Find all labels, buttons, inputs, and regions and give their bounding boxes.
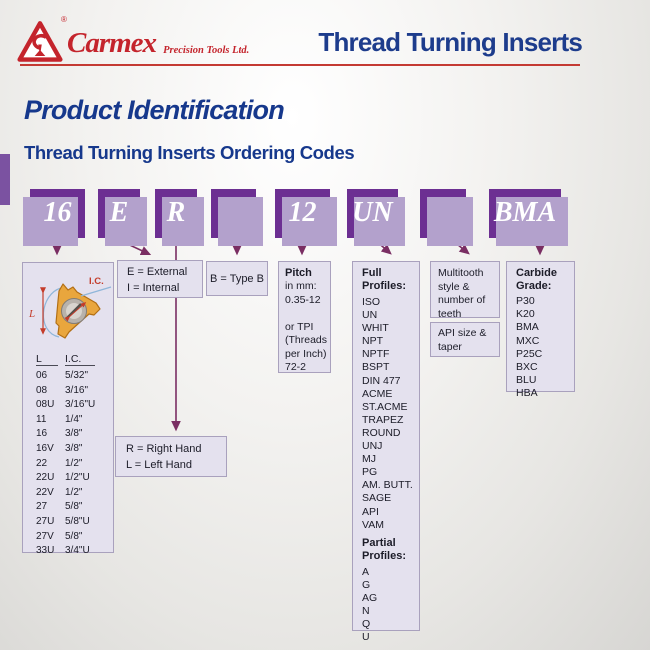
grade-item: HBA: [516, 387, 538, 400]
pitch-line: per Inch): [285, 347, 327, 360]
size-col-header: L: [36, 353, 58, 366]
l-label: L: [29, 308, 36, 320]
external-internal-panel: [117, 260, 203, 298]
full-profiles-list: [362, 296, 419, 532]
profile-item: VAM: [362, 518, 384, 531]
ic-value-cell: 1/4": [65, 413, 83, 425]
brand-name: Carmex: [67, 27, 157, 59]
size-code-cell: 16V: [36, 442, 54, 454]
pitch-line: (Threads: [285, 334, 328, 346]
ic-value-cell: 3/16": [65, 384, 89, 396]
profiles-panel: [352, 261, 420, 644]
code-box-external: [98, 189, 140, 238]
table-row: [23, 471, 113, 486]
profile-item: MJ: [362, 453, 376, 466]
table-row: [23, 369, 113, 384]
ic-value-cell: 1/2"U: [65, 472, 90, 484]
table-row: [23, 427, 113, 442]
ic-value-cell: 5/32": [65, 370, 89, 381]
grade-item: BXC: [516, 361, 538, 374]
table-row: [23, 442, 113, 457]
profile-item: ACME: [362, 387, 393, 400]
size-code-cell: 06: [36, 370, 48, 381]
registered-mark: ®: [61, 15, 67, 24]
size-code-cell: 22V: [36, 486, 54, 498]
code-label: 16: [43, 196, 72, 228]
size-code-cell: 08U: [36, 399, 55, 411]
ic-value-cell: 1/2": [65, 457, 83, 469]
table-row: [23, 413, 113, 428]
insert-size-panel: [22, 262, 114, 557]
size-code-cell: 27V: [36, 530, 54, 542]
multitooth-panel: [430, 261, 500, 318]
size-code-cell: 11: [36, 413, 47, 425]
profile-item: API: [362, 505, 379, 518]
profile-item: U: [362, 631, 370, 644]
carbide-grade-panel: [506, 261, 575, 400]
ic-col-header: I.C.: [65, 353, 95, 366]
ic-value-cell: 3/4"U: [65, 545, 90, 557]
left-hand-line: L = Left Hand: [126, 458, 192, 471]
grade-item: P30: [516, 295, 535, 307]
section-subtitle: Thread Turning Inserts Ordering Codes: [24, 142, 355, 163]
size-code-cell: 16: [36, 428, 48, 440]
profile-item: SAGE: [362, 492, 392, 505]
pitch-title: Pitch: [285, 267, 312, 279]
profile-item: WHIT: [362, 322, 389, 335]
size-code-cell: 27: [36, 501, 48, 513]
table-row: [23, 457, 113, 472]
table-row: [23, 500, 113, 515]
ic-value-cell: 5/8"U: [65, 515, 90, 527]
table-row: [23, 515, 113, 530]
profile-item: ST.ACME: [362, 400, 408, 413]
size-code-cell: 22U: [36, 472, 55, 484]
partial-profiles-title: Partial Profiles:: [362, 536, 407, 562]
pitch-panel: [278, 261, 331, 373]
profile-item: NPTF: [362, 348, 390, 361]
api-size-panel: [430, 322, 500, 357]
pitch-line: 0.35-12: [285, 293, 321, 306]
api-size-text: API size & taper: [438, 327, 487, 353]
pitch-line: 72-2: [285, 361, 307, 373]
profile-item: Q: [362, 618, 371, 631]
code-label: 12: [288, 196, 317, 228]
ic-value-cell: 5/8": [65, 501, 83, 513]
pitch-line: in mm:: [285, 280, 317, 292]
size-table: [23, 369, 113, 559]
profile-item: ROUND: [362, 426, 401, 439]
size-table-header: [23, 353, 113, 366]
pitch-line: [285, 307, 330, 321]
grade-item: P25C: [516, 347, 543, 360]
profile-item: A: [362, 565, 370, 578]
table-row: [23, 530, 113, 545]
grade-item: K20: [516, 308, 535, 321]
multitooth-text: Multitooth style & number of teeth: [438, 267, 486, 320]
partial-profiles-list: [362, 566, 419, 645]
ic-value-cell: 3/16"U: [65, 399, 96, 411]
carmex-triangle-icon: [17, 19, 63, 63]
size-code-cell: 33U: [36, 545, 55, 557]
grade-item: MXC: [516, 334, 540, 347]
code-label: UN: [352, 196, 393, 228]
size-code-cell: 22: [36, 457, 48, 469]
ic-value-cell: 1/2": [65, 486, 83, 498]
ic-value-cell: 3/8": [65, 442, 83, 454]
pitch-line: or TPI: [285, 320, 314, 333]
profile-item: UN: [362, 309, 378, 322]
brand-subtitle: Precision Tools Ltd.: [163, 45, 250, 56]
table-row: [23, 384, 113, 399]
code-box-teeth: [420, 189, 466, 238]
grade-item: BLU: [516, 374, 537, 387]
profile-item: AG: [362, 591, 378, 604]
code-box-profile: [347, 189, 398, 238]
left-accent-bar: [0, 154, 10, 205]
code-box-type: [211, 189, 256, 238]
carbide-grade-list: [516, 295, 574, 401]
ic-value-cell: 5/8": [65, 530, 83, 542]
hand-panel: [115, 436, 227, 477]
code-box-hand: [155, 189, 197, 238]
profile-item: BSPT: [362, 361, 390, 374]
size-code-cell: 08: [36, 384, 48, 396]
page-title: Thread Turning Inserts: [318, 27, 582, 57]
profile-item: N: [362, 604, 370, 617]
profile-item: AM. BUTT.: [362, 479, 413, 492]
brand-logo: [17, 15, 250, 63]
code-box-grade: [489, 189, 561, 238]
table-row: [23, 486, 113, 501]
code-box-pitch: [275, 189, 330, 238]
profile-item: UNJ: [362, 440, 383, 453]
full-profiles-title: Full Profiles:: [362, 267, 407, 292]
code-box-size: [30, 189, 85, 238]
profile-item: G: [362, 578, 371, 591]
pitch-lines: [285, 280, 330, 375]
table-row: [23, 398, 113, 413]
insert-diagram: [23, 265, 113, 351]
carbide-grade-title: Carbide Grade:: [516, 267, 557, 292]
profile-item: NPT: [362, 335, 383, 348]
profile-item: ISO: [362, 296, 381, 308]
table-row: [23, 544, 113, 559]
code-label: BMA: [493, 196, 557, 228]
code-label: R: [166, 196, 186, 228]
section-title: Product Identification: [24, 95, 284, 125]
grade-item: BMA: [516, 321, 539, 334]
internal-line: I = Internal: [127, 281, 180, 294]
ic-leader-line: [81, 287, 111, 296]
right-hand-line: R = Right Hand: [126, 443, 202, 455]
external-line: E = External: [127, 266, 188, 278]
profile-item: TRAPEZ: [362, 413, 404, 426]
type-text: B = Type B: [210, 272, 264, 285]
header-divider: [20, 64, 580, 66]
ic-value-cell: 3/8": [65, 428, 83, 440]
size-code-cell: 27U: [36, 515, 55, 527]
profile-item: PG: [362, 466, 378, 479]
profile-item: DIN 477: [362, 374, 401, 387]
code-label: E: [109, 196, 129, 228]
type-panel: [206, 261, 268, 296]
ic-label: I.C.: [89, 276, 104, 287]
